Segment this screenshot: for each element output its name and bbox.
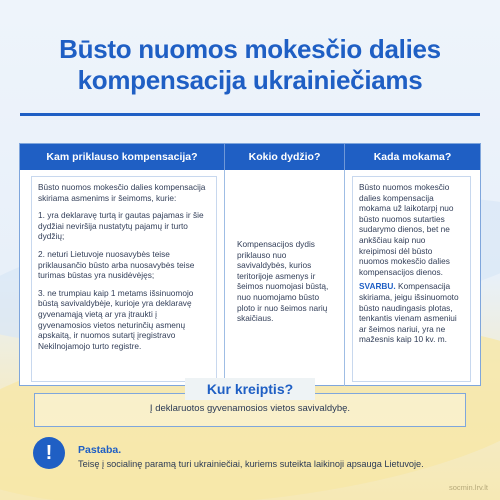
- amount-text: Kompensacijos dydis priklauso nuo savivaldybės, kurios teritorijoje asmenys ir šeimos nuomojasi būstą, nuo nuomojamo būsto ploto ir nuo šeimos narių skaičiaus.: [237, 239, 329, 324]
- exclamation-icon: !: [33, 437, 65, 469]
- header-when: Kada mokama?: [373, 151, 452, 163]
- table-header: [20, 144, 480, 170]
- table-body: [20, 170, 480, 386]
- cell-when: [352, 176, 471, 382]
- page-title: Būsto nuomos mokesčio dalies kompensacija ukrainiečiams: [59, 34, 441, 95]
- column-who: [20, 170, 225, 386]
- where-text: Į deklaruotos gyvenamosios vietos savivaldybę.: [149, 403, 351, 414]
- header-amount: Kokio dydžio?: [225, 144, 345, 170]
- note-text: Teisę į socialinę paramą turi ukrainiečiai, kuriems suteikta laikinoji apsauga Lietuvoje.: [78, 459, 424, 469]
- cell-amount: [231, 234, 338, 382]
- important-label: SVARBU.: [359, 281, 396, 292]
- who-item-3: 3. ne trumpiau kaip 1 metams išsinuomojo būstą savivaldybėje, kurioje yra deklaravę gyvenamąją vietą ar yra įtraukti į gyvenamosios vietos neturinčių asmenų apskaitą, ir nuomos sutartį įregistravo Nekilnojamojo turto registre.: [38, 287, 194, 351]
- column-amount: [225, 170, 345, 386]
- info-table: [19, 143, 481, 386]
- column-when: [345, 170, 480, 386]
- title-divider: [20, 113, 480, 116]
- header-who: Kam priklauso kompensacija?: [20, 144, 225, 170]
- note-title: Pastaba.: [78, 444, 122, 456]
- when-text: Būsto nuomos mokesčio dalies kompensacija mokama už laikotarpį nuo būsto nuomos sutarties sudarymo dienos, bet ne ankščiau kaip nuo kreipimosi dėl būsto nuomos mokesčio dalies kompensacijos dienos.: [359, 182, 454, 277]
- who-item-1: 1. yra deklaravę turtą ir gautas pajamas ir šie dydžiai neviršija nustatytų pajamų ir turto dydžių;: [38, 210, 204, 242]
- where-title: Kur kreiptis?: [185, 378, 315, 400]
- important-text: Kompensacija skiriama, jeigu išsinuomoto būsto naudingasis plotas, tenkantis vienam asmeniui ar šeimos nariui, yra ne mažesnis kaip 10 kv. m.: [359, 281, 459, 345]
- who-item-2: 2. neturi Lietuvoje nuosavybės teise priklausančio būsto arba nuosavybės teise turimas būstas yra nusidėvėjęs;: [38, 248, 195, 281]
- who-intro: Būsto nuomos mokesčio dalies kompensacija skiriama asmenims ir šeimoms, kurie:: [38, 182, 206, 203]
- when-important: [359, 281, 464, 345]
- footer-source: socmin.lrv.lt: [448, 483, 488, 492]
- cell-who: [31, 176, 217, 382]
